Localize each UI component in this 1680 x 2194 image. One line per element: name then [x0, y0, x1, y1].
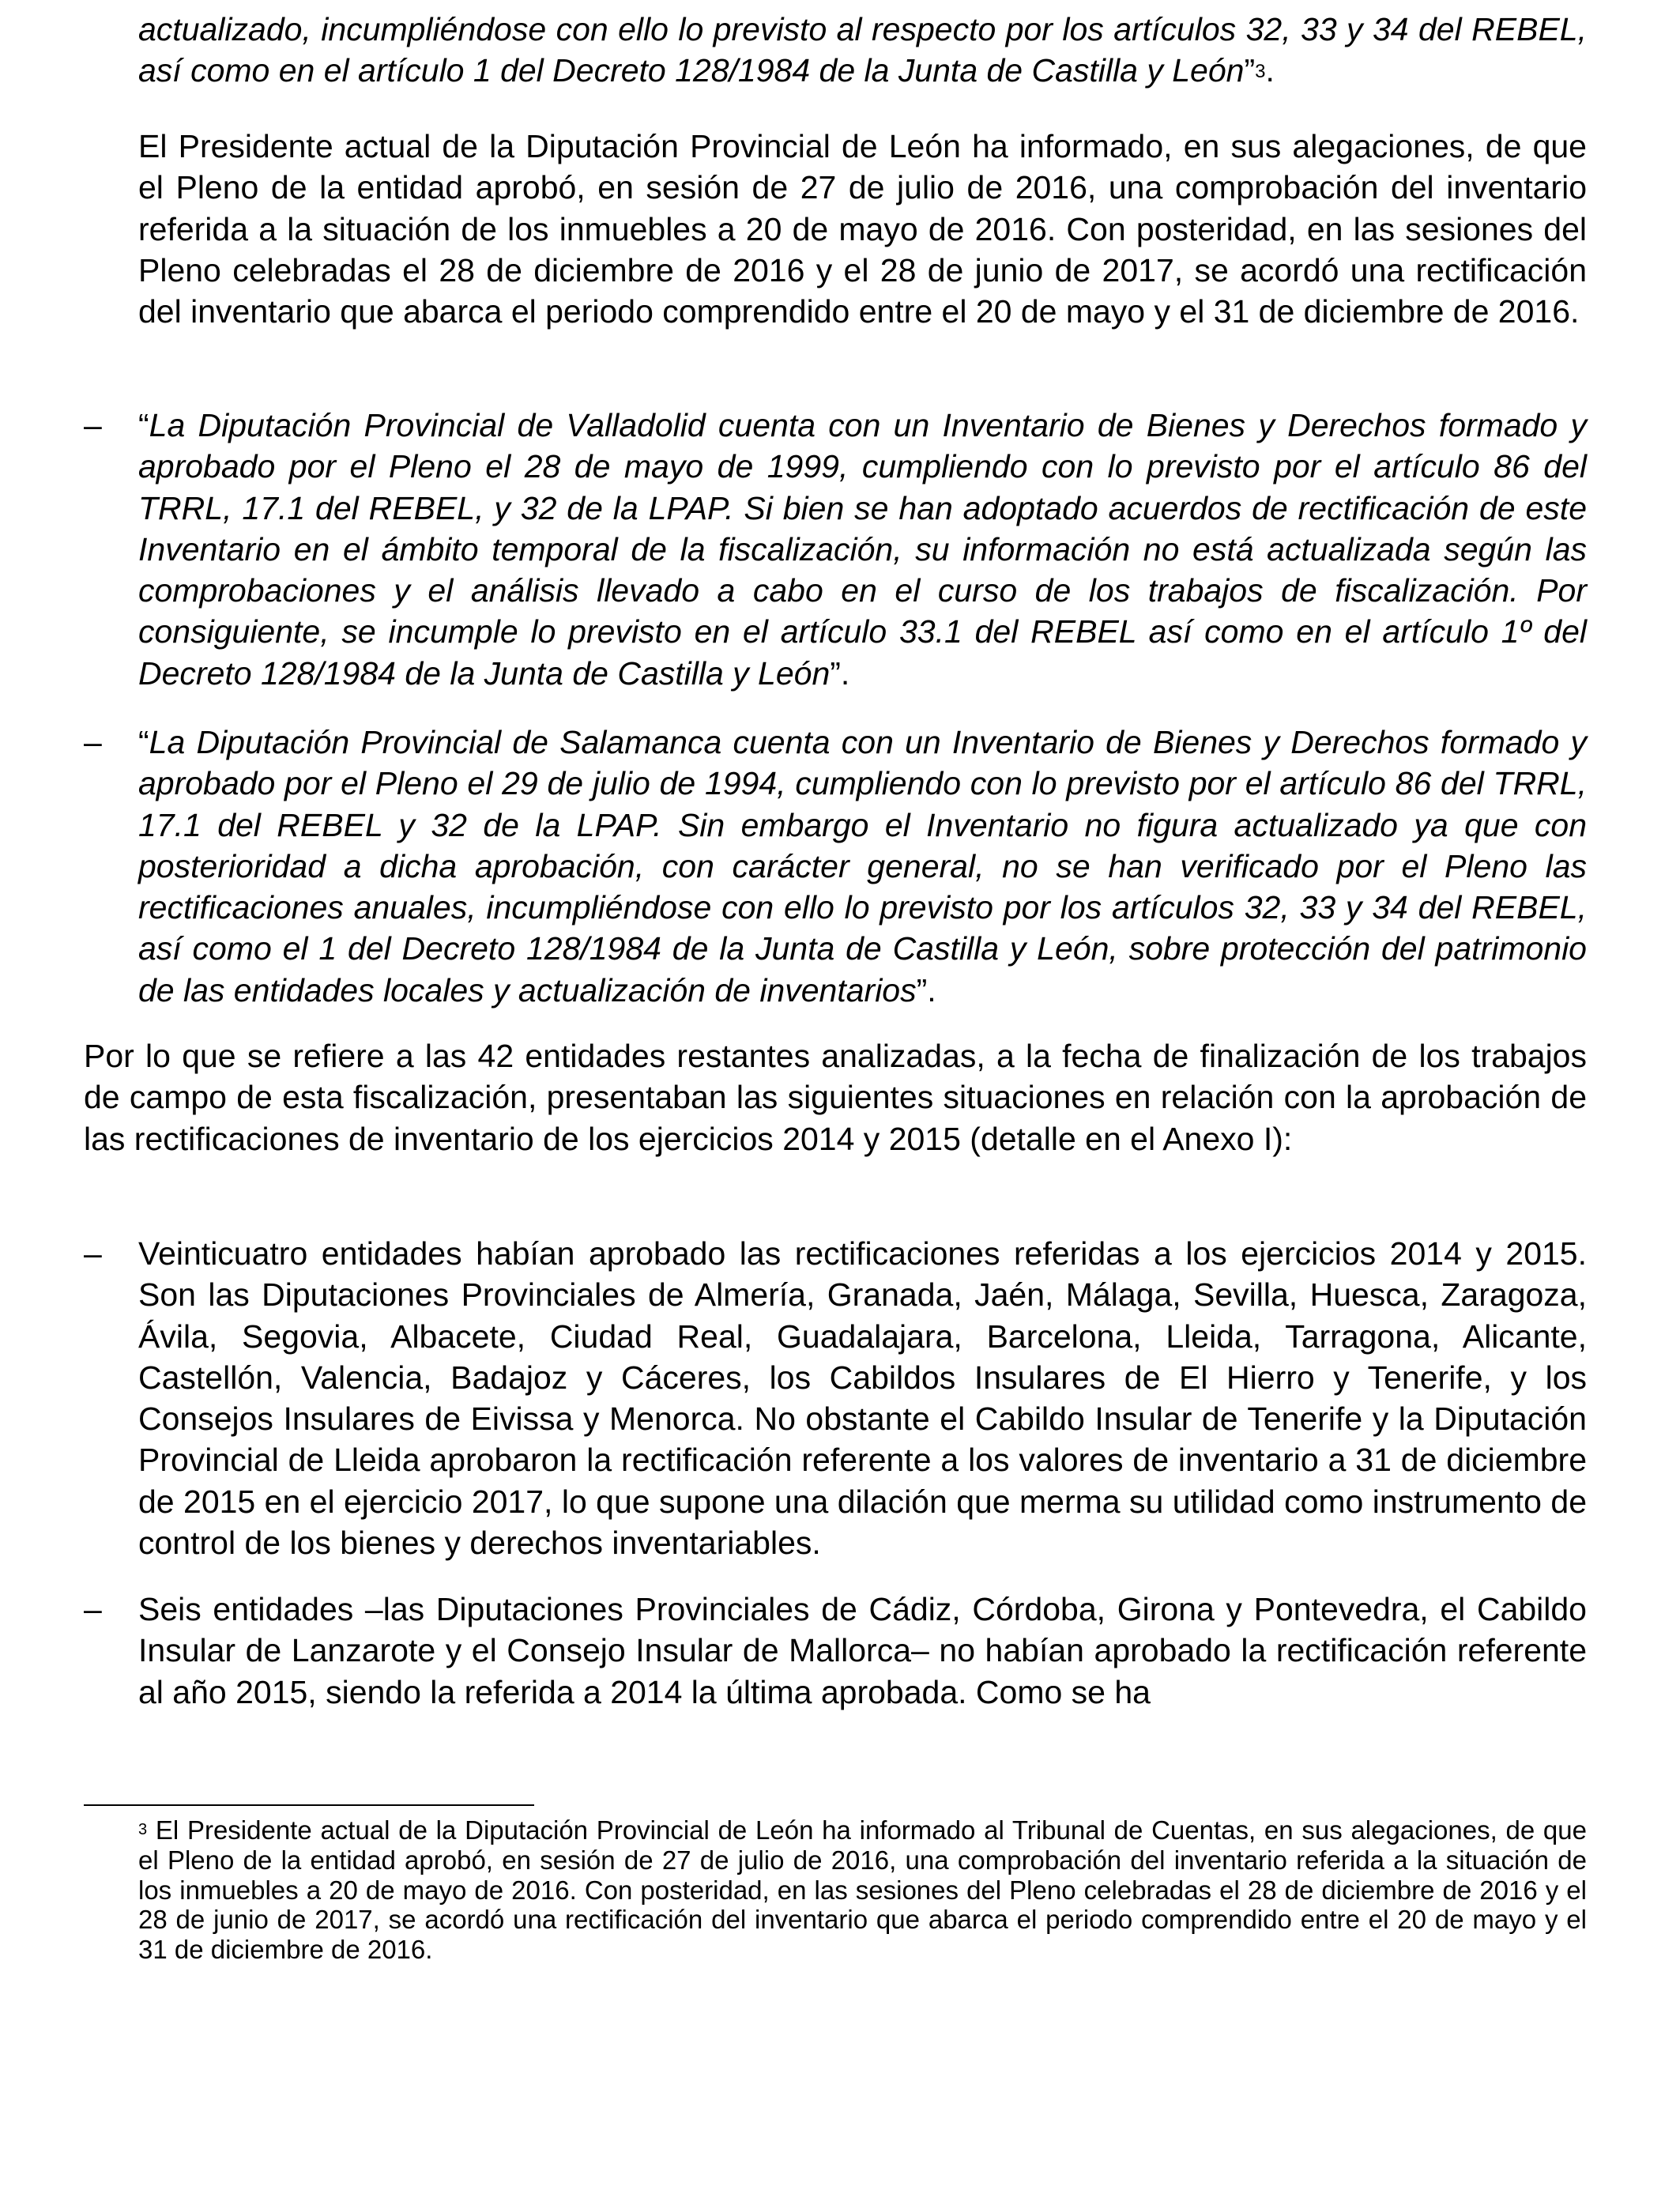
footnote-text: El Presidente actual de la Diputación Provincial de León ha informado al Tribunal de Cuentas, en sus alegaciones, de que el Pleno de la entidad aprobó, en sesión de 27 de julio de 2016, una comprobación del inventario referida a la situación de los inmuebles a 20 de mayo de 2016. Con posteridad, en las sesiones del Pleno celebradas el 28 de diciembre de 2016 y el 28 de junio de 2017, se acordó una rectificación del inventario que abarca el periodo comprendido entre el 20 de mayo y el 31 de diciembre de 2016. [138, 1815, 1587, 1965]
bullet-marker: – [84, 724, 102, 760]
close-quote: ” [1244, 52, 1256, 89]
paragraph-text: Veinticuatro entidades habían aprobado las rectificaciones referidas a los ejercicios 2014 y 2015. Son las Diputaciones Provinciales de Almería, Granada, Jaén, Málaga, Sevilla, Huesca, Zaragoza, Ávila, Segovia, Albacete, Ciudad Real, Guadalajara, Barcelona, Lleida, Tarragona, Alicante, Castellón, Valencia, Badajoz y Cáceres, los Cabildos Insulares de El Hierro y Tenerife, y los Consejos Insulares de Eivissa y Menorca. No obstante el Cabildo Insular de Tenerife y la Diputación Provincial de Lleida aprobaron la rectificación referente a los valores de inventario a 31 de diciembre de 2015 en el ejercicio 2017, lo que supone una dilación que merma su utilidad como instrumento de control de los bienes y derechos inventariables. [138, 1235, 1587, 1562]
quoted-text: La Diputación Provincial de Salamanca cuenta con un Inventario de Bienes y Derechos formado y aprobado por el Pleno el 29 de julio de 1994, cumpliendo con lo previsto por el artículo 86 del TRRL, 17.1 del REBEL y 32 de la LPAP. Sin embargo el Inventario no figura actualizado ya que con posterioridad a dicha aprobación, con carácter general, no se han verificado por el Pleno las rectificaciones anuales, incumpliéndose con ello lo previsto por los artículos 32, 33 y 34 del REBEL, así como el 1 del Decreto 128/1984 de la Junta de Castilla y León, sobre protección del patrimonio de las entidades locales y actualización de inventarios [138, 724, 1587, 1008]
bullet-marker: – [84, 1591, 102, 1627]
footnote-3 [138, 1815, 1587, 1965]
paragraph-42-entities [84, 1035, 1587, 1159]
paragraph-leon-allegations [138, 126, 1587, 332]
closing-punctuation: ”. [830, 654, 850, 692]
bullet-marker: – [84, 1235, 102, 1272]
footnote-reference[interactable]: 3 [1255, 61, 1266, 83]
quoted-text: actualizado, incumpliéndose con ello lo previsto al respecto por los artículos 32, 33 y 34 del REBEL, así como en el artículo 1 del Decreto 128/1984 de la Junta de Castilla y León [138, 11, 1587, 89]
bullet-item-valladolid [138, 405, 1587, 694]
footnote-mark: 3 [138, 1821, 148, 1838]
bullet-item-salamanca [138, 722, 1587, 1011]
bullet-item-seis [138, 1589, 1587, 1713]
closing-punctuation: ”. [916, 971, 936, 1008]
bullet-item-veinticuatro [138, 1233, 1587, 1563]
paragraph-text: Seis entidades –las Diputaciones Provinciales de Cádiz, Córdoba, Girona y Pontevedra, el Cabildo Insular de Lanzarote y el Consejo Insular de Mallorca– no habían aprobado la rectificación referente al año 2015, siendo la referida a 2014 la última aprobada. Como se ha [138, 1591, 1587, 1710]
quoted-text: La Diputación Provincial de Valladolid cuenta con un Inventario de Bienes y Derechos formado y aprobado por el Pleno el 28 de mayo de 1999, cumpliendo con lo previsto por el artículo 86 del TRRL, 17.1 del REBEL, y 32 de la LPAP. Si bien se han adoptado acuerdos de rectificación de este Inventario en el ámbito temporal de la fiscalización, su información no está actualizada según las comprobaciones y el análisis llevado a cabo en el curso de los trabajos de fiscalización. Por consiguiente, se incumple lo previsto en el artículo 33.1 del REBEL así como en el artículo 1º del Decreto 128/1984 de la Junta de Castilla y León [138, 407, 1587, 692]
period: . [1265, 52, 1275, 89]
paragraph-continuation-leon [138, 9, 1587, 92]
paragraph-text: Por lo que se refiere a las 42 entidades restantes analizadas, a la fecha de finalización de los trabajos de campo de esta fiscalización, presentaban las siguientes situaciones en relación con la aprobación de las rectificaciones de inventario de los ejercicios 2014 y 2015 (detalle en el Anexo I): [84, 1038, 1587, 1157]
open-quote: “ [138, 724, 149, 760]
footnote-separator [84, 1804, 534, 1806]
open-quote: “ [138, 407, 149, 443]
paragraph-text: El Presidente actual de la Diputación Provincial de León ha informado, en sus alegaciones, de que el Pleno de la entidad aprobó, en sesión de 27 de julio de 2016, una comprobación del inventario referida a la situación de los inmuebles a 20 de mayo de 2016. Con posteridad, en las sesiones del Pleno celebradas el 28 de diciembre de 2016 y el 28 de junio de 2017, se acordó una rectificación del inventario que abarca el periodo comprendido entre el 20 de mayo y el 31 de diciembre de 2016. [138, 128, 1587, 330]
bullet-marker: – [84, 407, 102, 443]
